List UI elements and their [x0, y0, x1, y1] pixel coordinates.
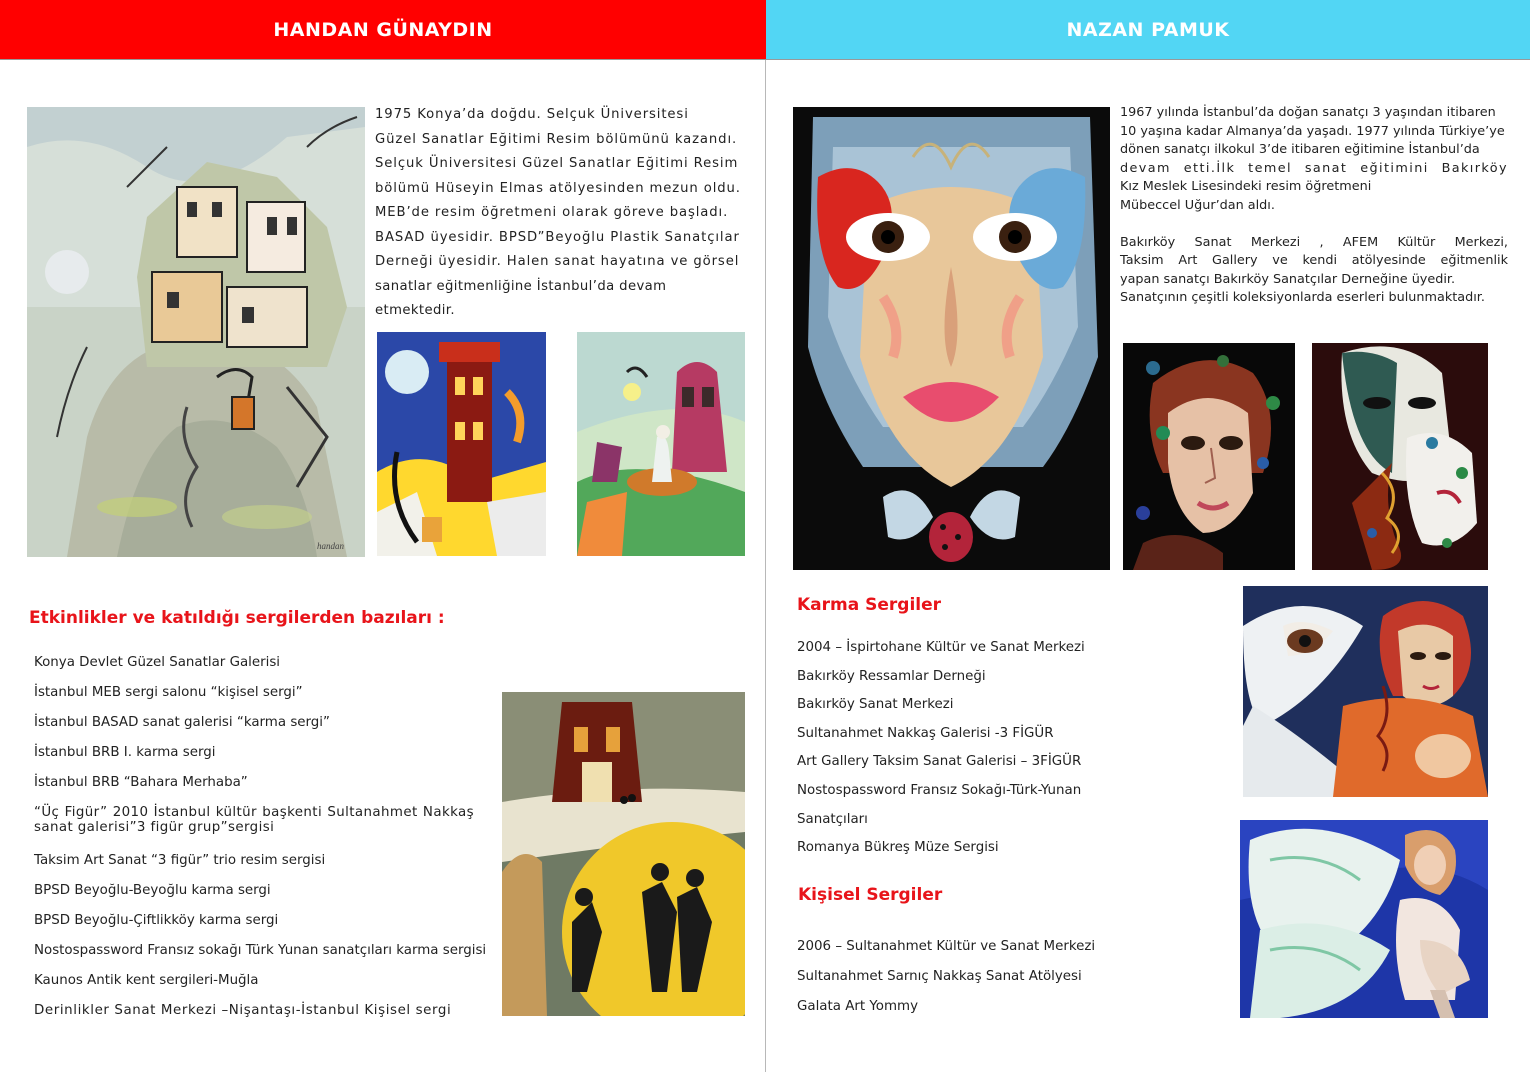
bio-line: bölümü Hüseyin Elmas atölyesinden mezun oldu.	[375, 180, 741, 196]
events-list	[34, 653, 487, 1031]
artist-name-left: HANDAN GÜNAYDIN	[273, 18, 493, 41]
list-item: Nostospassword Fransız sokağı Türk Yunan sanatçıları karma sergisi	[34, 943, 487, 958]
group-exhibitions-list	[797, 638, 1217, 867]
bio-line: Mübeccel Uğur’dan aldı.	[1120, 197, 1275, 213]
list-item: BPSD Beyoğlu-Çiftlikköy karma sergi	[34, 913, 279, 928]
bio-line: dönen sanatçı ilkokul 3’de itibaren eğitimine İstanbul’da	[1120, 142, 1480, 158]
bio-line: Derneği üyesidir. Halen sanat hayatına ve görsel	[375, 254, 740, 269]
painting-butterfly-face	[793, 107, 1110, 570]
bio-line: Bakırköy Sanat Merkezi , AFEM Kültür Merkezi,	[1120, 234, 1508, 250]
bio-text-left	[375, 103, 745, 324]
bio-line: devam etti.İlk temel sanat eğitimini Bakırköy	[1120, 160, 1508, 176]
bio-paragraph	[1120, 234, 1508, 308]
list-item: Art Gallery Taksim Sanat Galerisi – 3FİGÜR	[797, 754, 1082, 770]
list-item: Bakırköy Ressamlar Derneği	[797, 668, 986, 684]
bio-line: yapan sanatçı Bakırköy Sanatçılar Derneğine üyedir.	[1120, 271, 1456, 287]
list-item: BPSD Beyoğlu-Beyoğlu karma sergi	[34, 883, 271, 898]
bio-line: Sanatçının çeşitli koleksiyonlarda eserleri bulunmaktadır.	[1120, 290, 1485, 306]
bio-line: BASAD üyesidir. BPSD”Beyoğlu Plastik Sanatçılar	[375, 229, 740, 245]
bio-line: Kız Meslek Lisesindeki resim öğretmeni	[1120, 179, 1372, 195]
list-item: Kaunos Antik kent sergileri-Muğla	[34, 973, 259, 988]
list-item: Bakırköy Sanat Merkezi	[797, 697, 954, 713]
group-exhibitions-title: Karma Sergiler	[797, 595, 942, 615]
bio-line: 10 yaşına kadar Almanya’da yaşadı. 1977 yılında Türkiye’ye	[1120, 123, 1505, 139]
list-item: 2004 – İspirtohane Kültür ve Sanat Merkezi	[797, 640, 1085, 655]
artist-name-right: NAZAN PAMUK	[1066, 18, 1230, 41]
bio-line: sanatlar eğitmenliğine İstanbul’da devam etmektedir.	[375, 278, 667, 318]
list-item: Romanya Bükreş Müze Sergisi	[797, 840, 999, 856]
bio-text-right	[1120, 104, 1508, 326]
bio-line: 1975 Konya’da doğdu. Selçuk Üniversitesi	[375, 107, 689, 122]
list-item: Galata Art Yommy	[797, 999, 918, 1014]
painting-seated-figure	[577, 332, 745, 556]
bio-line: 1967 yılında İstanbul’da doğan sanatçı 3 yaşından itibaren	[1120, 105, 1496, 120]
list-item: Derinlikler Sanat Merkezi –Nişantaşı-İstanbul Kişisel sergi	[34, 1003, 452, 1018]
painting-signature: handan	[317, 541, 344, 551]
painting-mother-and-child	[1243, 586, 1488, 797]
bio-paragraph	[1120, 104, 1508, 216]
painting-angel	[1240, 820, 1488, 1018]
list-item: Sanatçıları	[797, 811, 868, 827]
list-item: “Üç Figür” 2010 İstanbul kültür başkenti Sultanahmet Nakkaş sanat galerisi”3 figür grup”sergisi	[34, 805, 474, 835]
list-item: Sultanahmet Nakkaş Galerisi -3 FİGÜR	[797, 725, 1054, 741]
painting-woman-portrait	[1123, 343, 1295, 570]
list-item: Konya Devlet Güzel Sanatlar Galerisi	[34, 655, 281, 670]
list-item: 2006 – Sultanahmet Kültür ve Sanat Merkezi	[797, 939, 1096, 954]
artist-header-right	[766, 0, 1530, 60]
bio-line: Selçuk Üniversitesi Güzel Sanatlar Eğitimi Resim	[375, 156, 739, 171]
solo-exhibitions-list	[797, 937, 1217, 1027]
painting-houses-on-rock	[27, 107, 365, 557]
painting-masks	[1312, 343, 1488, 570]
bio-line: Taksim Art Gallery ve kendi atölyesinde eğitmenlik	[1120, 253, 1508, 269]
list-item: Nostospassword Fransız Sokağı-Türk-Yunan	[797, 782, 1082, 798]
solo-exhibitions-title: Kişisel Sergiler	[798, 885, 943, 905]
list-item: İstanbul MEB sergi salonu “kişisel sergi”	[34, 685, 303, 700]
bio-line: MEB’de resim öğretmeni olarak göreve başladı.	[375, 205, 729, 220]
list-item: İstanbul BASAD sanat galerisi “karma sergi”	[34, 715, 330, 730]
page-divider	[765, 60, 766, 1072]
list-item: İstanbul BRB “Bahara Merhaba”	[34, 775, 248, 790]
artist-header-left	[0, 0, 766, 60]
list-item: İstanbul BRB I. karma sergi	[34, 745, 216, 760]
bio-line: Güzel Sanatlar Eğitimi Resim bölümünü kazandı.	[375, 131, 738, 147]
events-title: Etkinlikler ve katıldığı sergilerden bazıları :	[29, 608, 445, 628]
painting-silhouettes	[502, 692, 745, 1016]
list-item: Taksim Art Sanat “3 figür” trio resim sergisi	[34, 853, 326, 868]
painting-tower	[377, 332, 546, 556]
list-item: Sultanahmet Sarnıç Nakkaş Sanat Atölyesi	[797, 969, 1082, 984]
